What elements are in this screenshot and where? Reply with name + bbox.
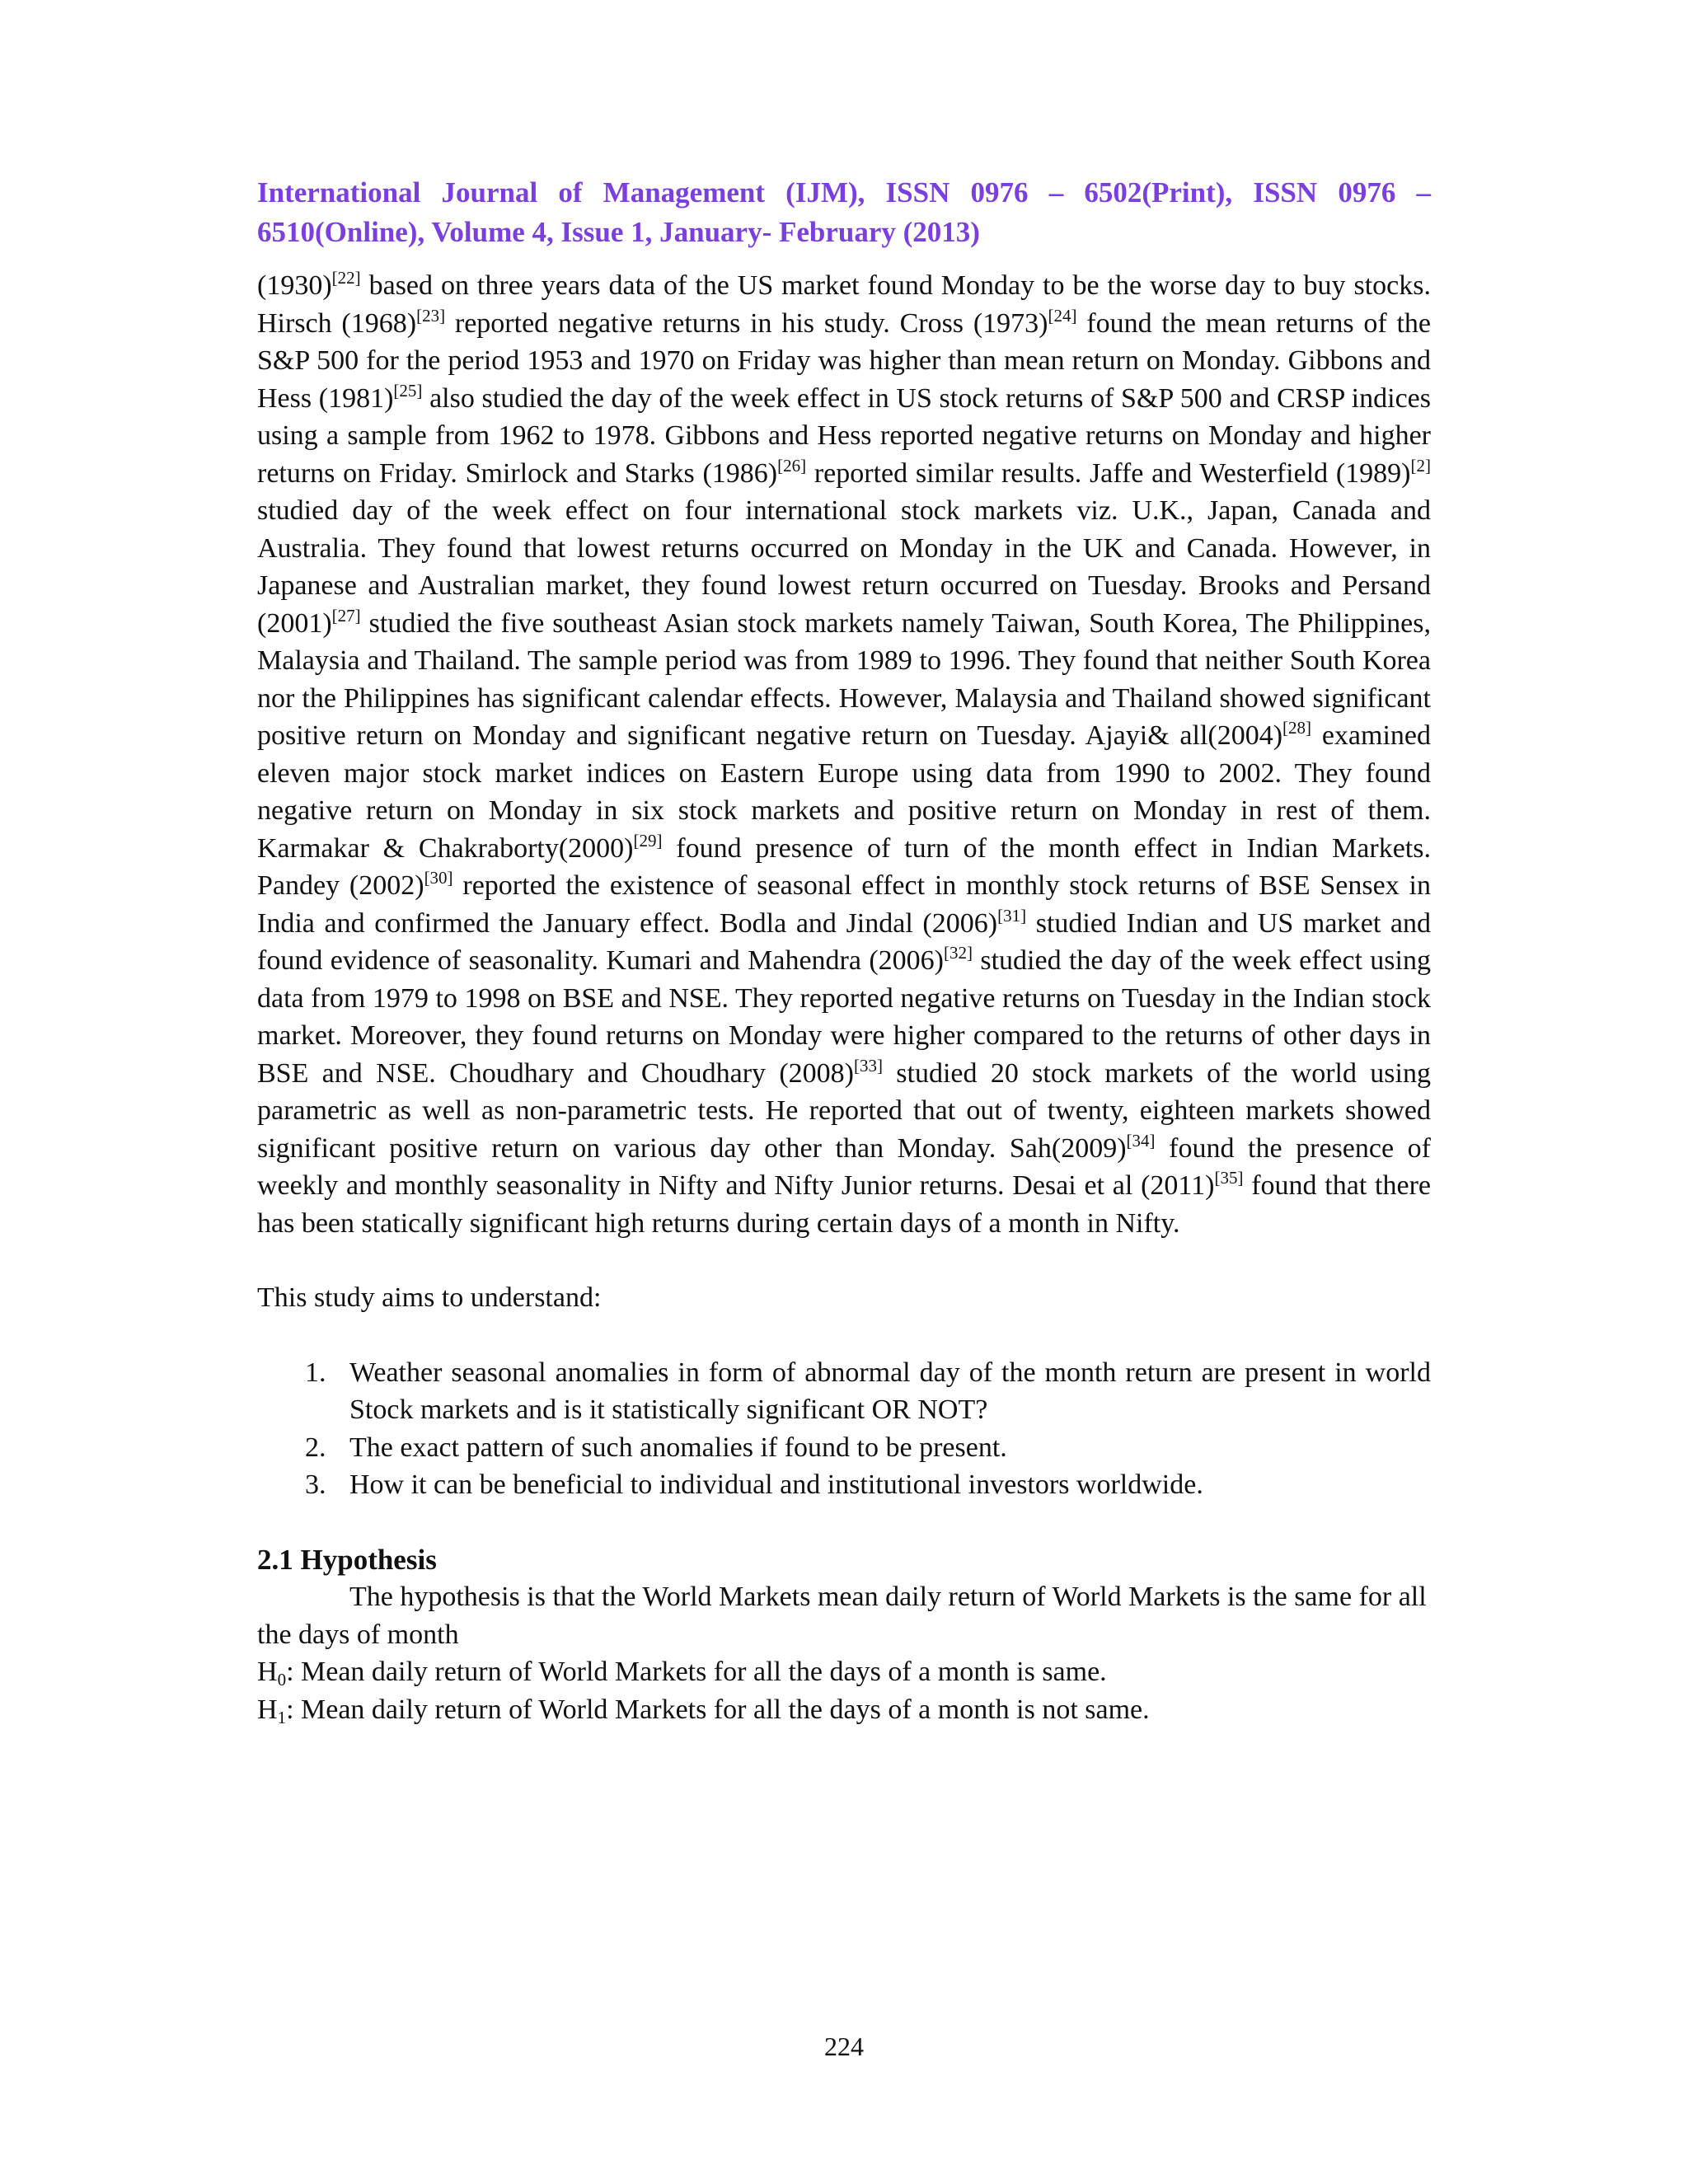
paragraph-text-run: (1930): [257, 270, 332, 301]
paragraph-text-run: studied the five southeast Asian stock markets namely Taiwan, South Korea, The Philippines, Malaysia and Thailand. The sample period was from 1989 to 1996. They found that neither South Korea nor the Philippines has significant calendar effects. However, Malaysia and Thailand showed significant positive return on Monday and significant negative return on Tuesday. Ajayi& all(2004): [257, 607, 1431, 751]
h1-text: : Mean daily return of World Markets for all the days of a month is not same.: [286, 1694, 1150, 1725]
citation-reference: [25]: [393, 380, 423, 401]
paragraph-text-run: found presence of turn of the month effect in Indian Markets. Pandey (2002): [257, 832, 1431, 901]
paragraph-text-run: studied the day of the week effect using data from 1979 to 1998 on BSE and NSE. They reported negative returns on Tuesday in the Indian stock market. Moreover, they found returns on Monday were higher compared to the returns of other days in BSE and NSE. Choudhary and Choudhary (2008): [257, 945, 1431, 1089]
list-item-number: 3.: [305, 1469, 326, 1500]
citation-reference: [31]: [997, 905, 1027, 926]
paragraph-text-run: reported similar results. Jaffe and Westerfield (1989): [806, 457, 1411, 489]
paragraph-text-run: found the mean returns of the S&P 500 for the period 1953 and 1970 on Friday was higher than mean return on Monday. Gibbons and Hess (1981): [257, 307, 1431, 414]
citation-reference: [30]: [424, 868, 453, 888]
paragraph-text-run: found that there has been statically significant high returns during certain days of a month in Nifty.: [257, 1170, 1431, 1239]
page-content: [257, 173, 1431, 1728]
citation-reference: [34]: [1126, 1130, 1156, 1151]
paragraph-text-run: studied day of the week effect on four international stock markets viz. U.K., Japan, Canada and Australia. They found that lowest returns occurred on Monday in the UK and Canada. However, in Japanese and Australian market, they found lowest return occurred on Tuesday. Brooks and Persand (2001): [257, 495, 1431, 639]
citation-reference: [28]: [1282, 718, 1312, 738]
list-item-number: 1.: [305, 1357, 326, 1388]
list-item-text: The exact pattern of such anomalies if found to be present.: [349, 1432, 1007, 1463]
list-item: [305, 1429, 1431, 1467]
h1-subscript: 1: [277, 1707, 287, 1727]
paragraph-text-run: examined eleven major stock market indices on Eastern Europe using data from 1990 to 2002. They found negative return on Monday in six stock markets and positive return on Monday in rest of them. Karmakar & Chakraborty(2000): [257, 720, 1431, 864]
citation-reference: [26]: [777, 455, 807, 476]
paragraph-text-run: reported the existence of seasonal effect in monthly stock returns of BSE Sensex in India and confirmed the January effect. Bodla and Jindal (2006): [257, 870, 1431, 939]
citation-reference: [33]: [853, 1055, 883, 1076]
citation-reference: [22]: [331, 268, 361, 288]
paragraph-text-run: reported negative returns in his study. Cross (1973): [445, 307, 1048, 339]
citation-reference: [23]: [416, 305, 446, 326]
citation-reference: [2]: [1410, 455, 1432, 476]
journal-header: International Journal of Management (IJM), ISSN 0976 – 6502(Print), ISSN 0976 – 6510(Online), Volume 4, Issue 1, January- February (2013): [257, 176, 1431, 248]
aims-list: [257, 1354, 1431, 1504]
paragraph-text-run: studied 20 stock markets of the world using parametric as well as non-parametric tests. He reported that out of twenty, eighteen markets showed significant positive return on various day other than Monday. Sah(2009): [257, 1057, 1431, 1164]
paragraph-text-run: based on three years data of the US market found Monday to be the worse day to buy stocks. Hirsch (1968): [257, 270, 1431, 339]
hypothesis-intro: The hypothesis is that the World Markets mean daily return of World Markets is the same for all the days of month: [257, 1582, 1427, 1650]
citation-reference: [29]: [633, 830, 663, 851]
h0-text: : Mean daily return of World Markets for all the days of a month is same.: [286, 1657, 1107, 1687]
citation-reference: [24]: [1048, 305, 1077, 326]
paragraph-text-run: found the presence of weekly and monthly seasonality in Nifty and Nifty Junior returns. Desai et al (2011): [257, 1132, 1431, 1201]
h1-letter: H: [257, 1694, 278, 1725]
paragraph-text-run: studied Indian and US market and found evidence of seasonality. Kumari and Mahendra (2006): [257, 907, 1431, 976]
null-hypothesis: [257, 1653, 1431, 1691]
h0-letter: H: [257, 1657, 278, 1687]
list-item: [305, 1466, 1431, 1504]
section-heading: 2.1 Hypothesis: [257, 1543, 437, 1576]
literature-review-paragraph: [257, 267, 1431, 1242]
alternative-hypothesis: [257, 1691, 1431, 1729]
citation-reference: [32]: [943, 943, 973, 963]
aims-intro: This study aims to understand:: [257, 1282, 602, 1313]
citation-reference: [35]: [1214, 1168, 1244, 1188]
list-item-text: Weather seasonal anomalies in form of abnormal day of the month return are present in world Stock markets and is it statistically significant OR NOT?: [349, 1357, 1431, 1425]
citation-reference: [27]: [331, 605, 361, 626]
paragraph-text-run: also studied the day of the week effect in US stock returns of S&P 500 and CRSP indices using a sample from 1962 to 1978. Gibbons and Hess reported negative returns on Monday and higher returns on Friday. Smirlock and Starks (1986): [257, 382, 1431, 489]
list-item: [305, 1354, 1431, 1429]
list-item-text: How it can be beneficial to individual and institutional investors worldwide.: [349, 1469, 1203, 1500]
page-number: 224: [824, 2032, 864, 2061]
h0-subscript: 0: [277, 1670, 287, 1690]
list-item-number: 2.: [305, 1432, 326, 1463]
